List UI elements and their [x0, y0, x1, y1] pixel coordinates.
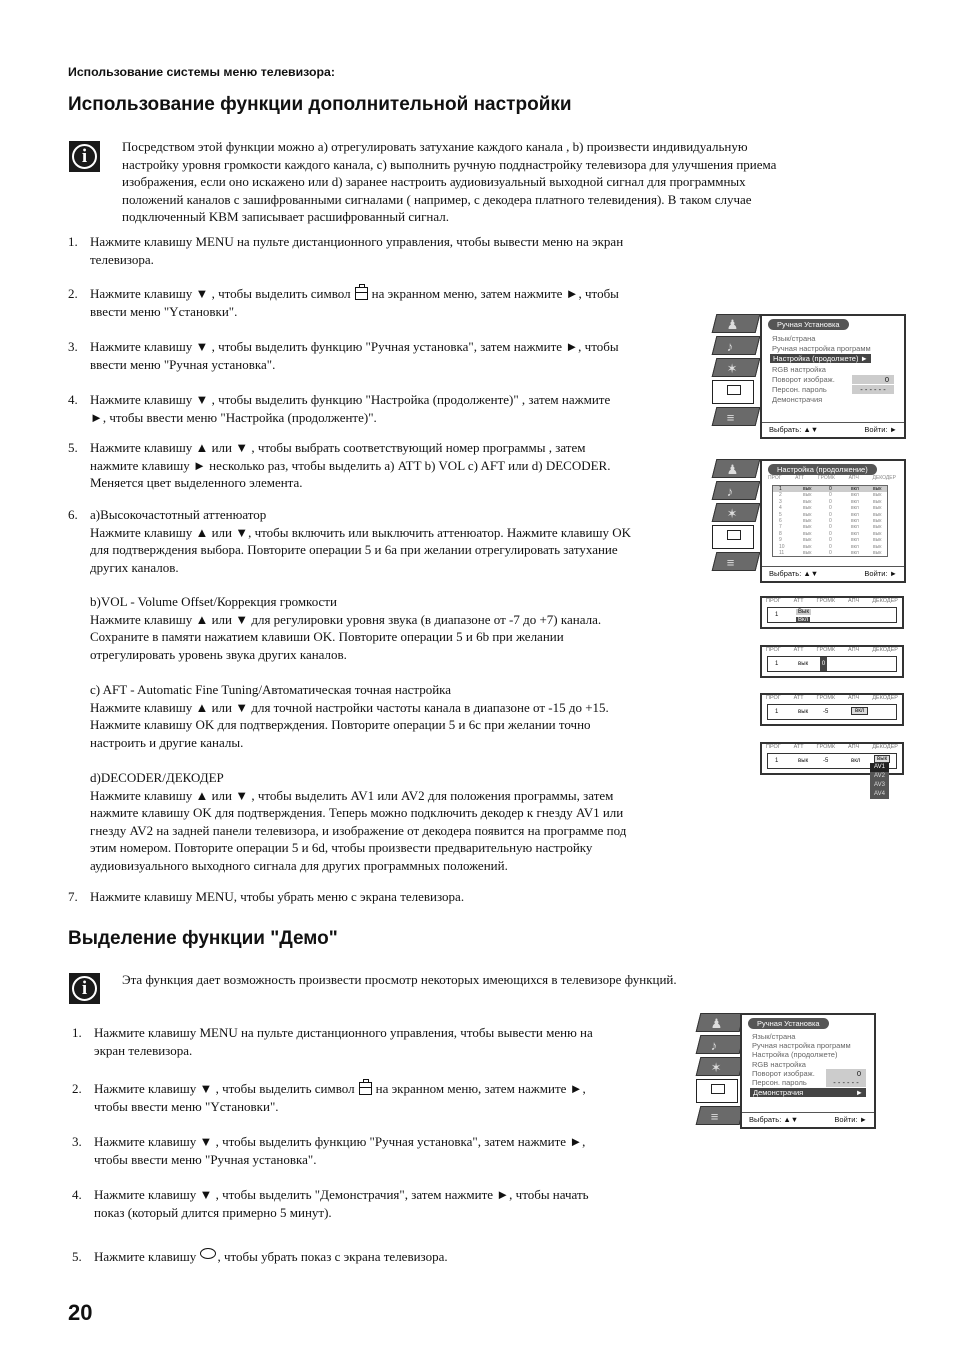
- menu-title: Настройка (продолжение): [768, 464, 877, 475]
- table-row: [773, 550, 887, 556]
- table-cell: вык: [803, 530, 812, 537]
- demo-menu-illustration: ♟ ♪ ✶ ≡ Ручная Установка Язык/страна Ручная настройка программ Настройка (продолжете) RGB настройка Поворот изображ. 0 Персон. пароль - - - - - - Демонстрачия ► Выбрать: ▲▼ Войти: ►: [690, 1013, 876, 1129]
- step-5: 5. Нажмите клавишу ▲ или ▼ , чтобы выбрать соответствующий номер программы , затем нажмите клавишу ► несколько раз, чтобы выделить а) ATT b) VOL c) AFT или d) DECODER. Меняется цвет выделенного элемента.: [68, 440, 611, 491]
- table-cell: вкл: [851, 486, 859, 492]
- table-cell: 9: [779, 537, 782, 544]
- menu-item-selected: Настройка (продолжете) ►: [770, 354, 871, 363]
- table-cell: вык: [803, 524, 812, 531]
- table-cell: вык: [803, 550, 812, 556]
- list-tab-icon: ≡: [712, 552, 761, 571]
- table-cell: вкл: [851, 537, 859, 544]
- password-value: - - - - - -: [826, 1078, 866, 1087]
- table-cell: вык: [803, 498, 812, 505]
- table-cell: 0: [829, 486, 832, 492]
- tuning-continued-menu-illustration: ♟ ♪ ✶ ≡ Настройка (продолжение) ПРОГ АТТ ГРОМК АПЧ ДЕКОДЕР 1 вык 0 вкл вык 2 вык 0 вкл вык 3 вык 0 вкл вык 4 вык 0 вкл вык 5 вык 0 вкл вык 6 вык 0 вкл вык 7 вык 0 вкл вык 8 вык 0 вкл вык 9 вык 0 вкл вык 10 вык 0 вкл вык 11 вык 0 вкл вык Выбрать: ▲▼ Войти: ►: [706, 459, 906, 583]
- table-cell: 10: [779, 543, 785, 550]
- table-cell: 0: [829, 524, 832, 531]
- page-number: 20: [68, 1300, 93, 1325]
- table-cell: вкл: [851, 511, 859, 518]
- menu-title: Ручная Установка: [748, 1018, 829, 1029]
- table-cell: 0: [829, 518, 832, 524]
- menu-item: Поворот изображ.: [752, 1069, 815, 1078]
- table-cell: вык: [803, 486, 812, 492]
- demo-step-2: 2. Нажмите клавишу ▼ , чтобы выделить символ на экранном меню, затем нажмите ►, чтобы ввести меню "Yстановки".: [72, 1081, 586, 1114]
- table-cell: 4: [779, 505, 782, 512]
- features-tab-icon: ✶: [696, 1057, 745, 1076]
- setup-tab-icon: [712, 525, 754, 549]
- step-6: 6. a)Высокочастотный аттенюатор Нажмите клавишу ▲ или ▼, чтобы включить или выключить аттенюатор. Нажмите клавишу OK для подтверждения выбора. Повторите операции 5 и 6a при желании отрегулировать затухание других каналов.: [68, 507, 632, 575]
- menu-item: Персон. пароль: [752, 1078, 807, 1087]
- menu-item: Демонстрачия: [772, 395, 823, 404]
- menu-item: Язык/страна: [752, 1032, 796, 1041]
- table-header: ПРОГ АТТ ГРОМК АПЧ ДЕКОДЕР: [768, 475, 896, 481]
- section-title-advanced: Использование функции дополнительной настройки: [68, 94, 572, 115]
- step-3: 3. Нажмите клавишу ▼ , чтобы выделить функцию "Ручная установка", затем нажмите ►, чтобы ввести меню "Ручная установка".: [68, 339, 619, 372]
- features-tab-icon: ✶: [712, 503, 761, 522]
- info-icon: i: [69, 141, 100, 172]
- table-cell: вык: [873, 486, 882, 492]
- menu-item: RGB настройка: [772, 365, 826, 374]
- password-value: - - - - - -: [852, 385, 894, 394]
- table-cell: вык: [803, 492, 812, 499]
- demo-intro: Эта функция дает возможность произвести просмотр некоторых имеющихся в телевизоре функций.: [122, 972, 677, 987]
- table-cell: 0: [829, 511, 832, 518]
- table-cell: вкл: [851, 518, 859, 524]
- demo-step-5: 5. Нажмите клавишу , чтобы убрать показ с экрана телевизора.: [72, 1249, 448, 1264]
- setup-tab-icon: [696, 1079, 738, 1103]
- step-2: 2. Нажмите клавишу ▼ , чтобы выделить символ на экранном меню, затем нажмите ►, чтобы ввести меню "Yстановки".: [68, 286, 619, 319]
- toolbox-icon: [355, 287, 368, 300]
- menu-item: Язык/страна: [772, 334, 816, 343]
- table-cell: вык: [873, 550, 882, 556]
- menu-item: Ручная настройка программ: [772, 344, 871, 353]
- toolbox-icon: [359, 1082, 372, 1095]
- table-cell: 2: [779, 492, 782, 499]
- table-cell: 8: [779, 530, 782, 537]
- table-cell: 3: [779, 498, 782, 505]
- step-6c: c) AFT - Automatic Fine Tuning/Автоматическая точная настройка Нажмите клавишу ▲ или ▼ для точной настройки частоты канала в диапазоне от -15 до +15. Нажмите клавишу OK для подтверждения. Повторите операции 5 и 6c при желании точно настроить и другие каналы.: [90, 682, 609, 750]
- table-cell: вык: [803, 543, 812, 550]
- step-6d: d)DECODER/ДЕКОДЕР Нажмите клавишу ▲ или ▼ , чтобы выделить AV1 или AV2 для положения программы, затем нажмите клавишу OK для подтверждения. Теперь можно подключить декодер к гнезду AV1 или гнезду AV2 на задней панели телевизора, и изображение от декодера появится на программе под этим номером. Повторите операции 5 и 6d, чтобы произвести предварительную настройку аудиовизуального выходного сигнала для других программных положений.: [90, 770, 627, 873]
- tv-button-icon: [200, 1248, 216, 1259]
- table-cell: вкл: [851, 492, 859, 499]
- step-7: 7. Нажмите клавишу MENU, чтобы убрать меню с экрана телевизора.: [68, 889, 465, 904]
- sound-tab-icon: ♪: [696, 1035, 745, 1054]
- table-cell: вык: [873, 511, 882, 518]
- step-6b: b)VOL - Volume Offset/Коррекция громкости Нажмите клавишу ▲ или ▼ для регулировки уровня звука (в диапазоне от -7 до +7) канала. Сохраните в памяти нажатием клавиши OK. Повторите операции 5 и 6b при желании отрегулировать уровень звука других каналов.: [90, 594, 602, 662]
- table-cell: 0: [829, 505, 832, 512]
- table-cell: вык: [873, 518, 882, 524]
- table-cell: 0: [829, 498, 832, 505]
- table-cell: 0: [829, 492, 832, 499]
- table-cell: вык: [803, 511, 812, 518]
- aft-strip-illustration: ПРОГ АТТ ГРОМК АПЧ ДЕКОДЕР 1 вык -5 вкл: [760, 693, 904, 726]
- menu-item: RGB настройка: [752, 1060, 806, 1069]
- table-cell: 5: [779, 511, 782, 518]
- table-cell: вык: [803, 518, 812, 524]
- table-cell: 1: [779, 486, 782, 492]
- table-cell: 11: [779, 550, 785, 556]
- program-table: [772, 485, 888, 557]
- rotate-value: 0: [826, 1069, 866, 1078]
- table-cell: вык: [873, 505, 882, 512]
- vol-strip-illustration: ПРОГ АТТ ГРОМК АПЧ ДЕКОДЕР 1 вык 0: [760, 645, 904, 678]
- table-cell: вкл: [851, 524, 859, 531]
- table-cell: вык: [803, 537, 812, 544]
- setup-tab-icon: [712, 380, 754, 404]
- menu-title: Ручная Установка: [768, 319, 849, 330]
- demo-step-4: 4. Нажмите клавишу ▼ , чтобы выделить "Демонстрачия", затем нажмите ►, чтобы начать показ (который длится примерно 5 минут).: [72, 1187, 589, 1220]
- intro-paragraph: Посредством этой функции можно а) отрегулировать затухание каждого канала , b) произвести индивидуальную настройку уровня громкости каждого канала, с) выполнить ручную подднастройку телевизора для улучшения приема изображения, если оно искажено или d) заранее настроить аудиовизуальный выходной сигнал для программных положений каналов с зашифрованными сигналами ( например, с декодера платного телевидения). В таком случае подключенный KBM записывает расшифрованный сигнал.: [122, 139, 777, 225]
- table-cell: вкл: [851, 498, 859, 505]
- manual-setup-menu-illustration: ♟ ♪ ✶ ≡ Ручная Установка Язык/страна Ручная настройка программ Настройка (продолжете) ► RGB настройка Поворот изображ. 0 Персон. пароль - - - - - - Демонстрачия Выбрать: ▲▼ Войти: ►: [706, 314, 906, 439]
- demo-step-3: 3. Нажмите клавишу ▼ , чтобы выделить функцию "Ручная установка", затем нажмите ►, чтобы ввести меню "Ручная установка".: [72, 1134, 586, 1167]
- sound-tab-icon: ♪: [712, 481, 761, 500]
- att-strip-illustration: ПРОГ АТТ ГРОМК АПЧ ДЕКОДЕР 1 Вык Вкл: [760, 596, 904, 629]
- demo-step-1: 1. Нажмите клавишу MENU на пульте дистанционного управления, чтобы вывести меню на экран телевизора.: [72, 1025, 593, 1058]
- list-tab-icon: ≡: [712, 407, 761, 426]
- menu-item: Настройка (продолжете): [752, 1050, 838, 1059]
- table-cell: 6: [779, 518, 782, 524]
- table-cell: вкл: [851, 530, 859, 537]
- rotate-value: 0: [852, 375, 894, 384]
- info-icon: i: [69, 973, 100, 1004]
- step-1: 1. Нажмите клавишу MENU на пульте дистанционного управления, чтобы вывести меню на экран телевизора.: [68, 234, 624, 267]
- table-cell: вкл: [851, 505, 859, 512]
- table-cell: вык: [873, 524, 882, 531]
- table-cell: вык: [803, 505, 812, 512]
- table-cell: вык: [873, 492, 882, 499]
- table-cell: вык: [873, 537, 882, 544]
- table-cell: 0: [829, 543, 832, 550]
- table-cell: вык: [873, 530, 882, 537]
- section-title-demo: Выделение функции "Демо": [68, 928, 338, 949]
- table-cell: 7: [779, 524, 782, 531]
- menu-item: Персон. пароль: [772, 385, 827, 394]
- table-cell: вкл: [851, 550, 859, 556]
- picture-tab-icon: ♟: [712, 459, 761, 478]
- table-cell: 0: [829, 537, 832, 544]
- table-cell: вык: [873, 498, 882, 505]
- decoder-dropdown: AV1 AV2 AV3 AV4: [870, 763, 889, 799]
- picture-tab-icon: ♟: [712, 314, 761, 333]
- list-tab-icon: ≡: [696, 1106, 745, 1125]
- table-cell: 0: [829, 530, 832, 537]
- table-cell: вык: [873, 543, 882, 550]
- table-cell: вкл: [851, 543, 859, 550]
- running-head: Использование системы меню телевизора:: [68, 65, 335, 79]
- table-cell: 0: [829, 550, 832, 556]
- features-tab-icon: ✶: [712, 358, 761, 377]
- decoder-strip-illustration: ПРОГ АТТ ГРОМК АПЧ ДЕКОДЕР 1 вык -5 вкл вык: [760, 742, 904, 775]
- sound-tab-icon: ♪: [712, 336, 761, 355]
- step-4: 4. Нажмите клавишу ▼ , чтобы выделить функцию "Настройка (продолженте)" , затем нажмите ►, чтобы ввести меню "Настройка (продолженте)".: [68, 392, 611, 425]
- picture-tab-icon: ♟: [696, 1013, 745, 1032]
- menu-item-selected: Демонстрачия ►: [750, 1088, 866, 1097]
- menu-item: Ручная настройка программ: [752, 1041, 851, 1050]
- menu-item: Поворот изображ.: [772, 375, 835, 384]
